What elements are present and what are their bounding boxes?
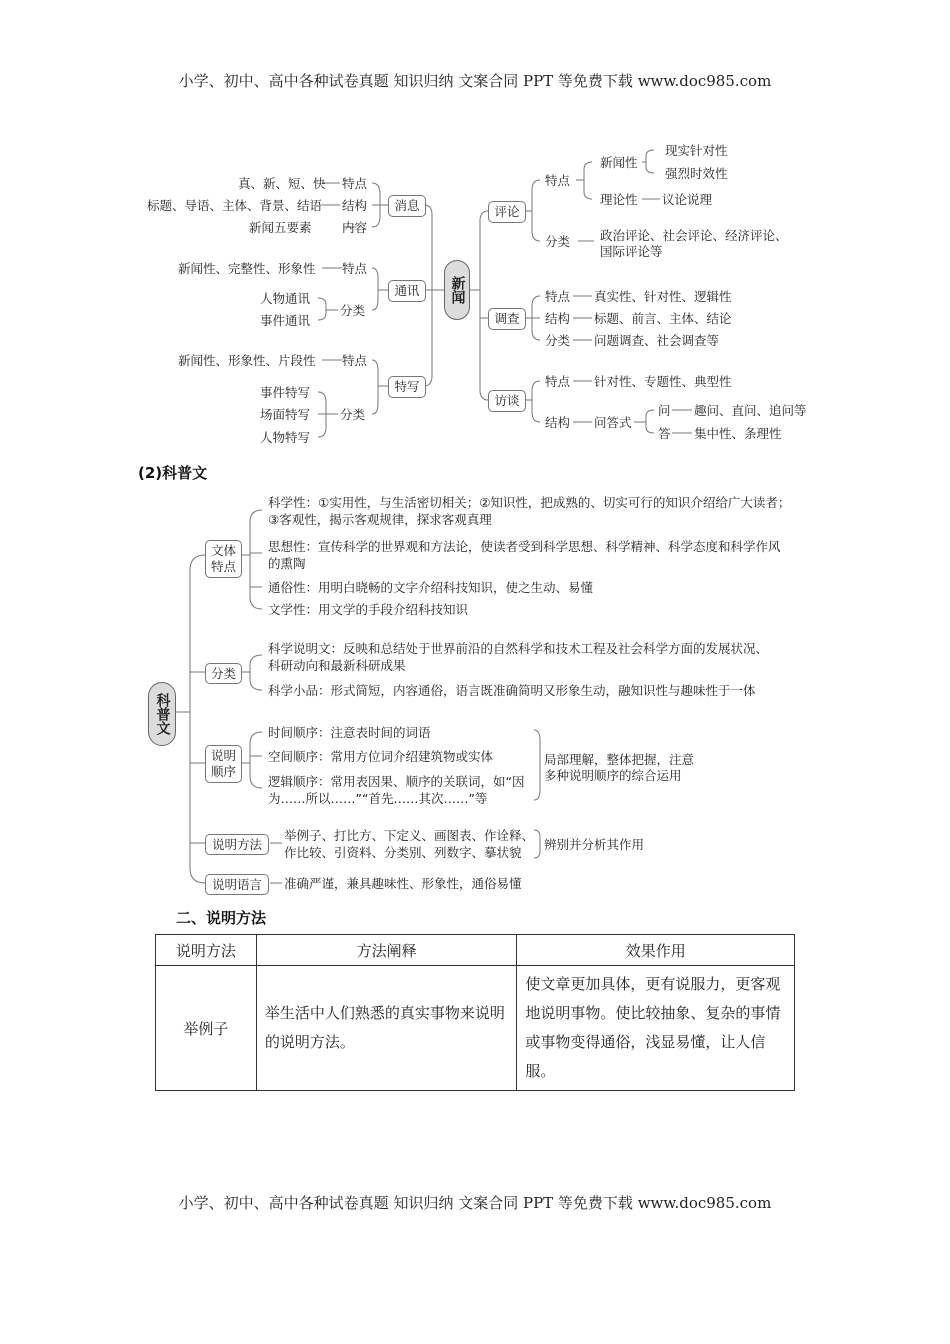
node-kepu-center: 科普文 [148, 682, 176, 746]
diaocha-r3-key: 分类 [545, 333, 571, 348]
pinglun-tedian: 特点 [545, 173, 571, 188]
diaocha-r3: 问题调查、社会调查等 [594, 333, 720, 348]
table-cell-explain: 举生活中人们熟悉的真实事物来说明的说明方法。 [256, 966, 517, 1091]
texie-key: 分类 [340, 407, 366, 422]
texie-c: 人物特写 [260, 430, 311, 445]
table-header: 效果作用 [517, 935, 795, 966]
xiaoxi-l1-key: 特点 [342, 176, 368, 191]
pinglun-fenlei-v2: 国际评论等 [600, 244, 663, 259]
fangtan-da: 答 [658, 426, 671, 441]
tongxun-key: 分类 [340, 303, 366, 318]
node-yuyan: 说明语言 [205, 874, 269, 895]
node-wenti: 文体特点 [205, 540, 242, 578]
yuyan-text: 准确严谨，兼具趣味性、形象性，通俗易懂 [284, 876, 522, 891]
wenti-sixiang-2: 的熏陶 [268, 556, 306, 571]
diaocha-r1: 真实性、针对性、逻辑性 [594, 289, 732, 304]
wenti-sixiang-1: 思想性：宣传科学的世界观和方法论，使读者受到科学思想、科学精神、科学态度和科学作风 [268, 539, 781, 554]
node-texie: 特写 [388, 376, 426, 398]
node-fangtan: 访谈 [488, 390, 526, 412]
shunxu-note-2: 多种说明顺序的综合运用 [544, 768, 682, 783]
shunxu-luoji-2: 为……所以……”“首先……其次……”等 [268, 791, 488, 806]
fangtan-wen-value: 趣问、直问、追问等 [694, 403, 807, 418]
wenti-wenxue: 文学性：用文学的手段介绍科技知识 [268, 602, 469, 617]
section2-heading: 二、说明方法 [176, 909, 267, 927]
texie-a: 事件特写 [260, 385, 311, 400]
kepu-heading: (2)科普文 [138, 464, 208, 482]
node-fangfa: 说明方法 [205, 834, 269, 855]
wenti-kexue-1: 科学性：①实用性，与生活密切相关；②知识性，把成熟的、切实可行的知识介绍给广大读者； [268, 495, 791, 510]
node-news-center: 新闻 [444, 260, 470, 320]
tongxun-l1: 新闻性、完整性、形象性 [178, 261, 316, 276]
xiaoxi-l1: 真、新、短、快 [238, 176, 326, 191]
tongxun-a: 人物通讯 [260, 291, 311, 306]
pinglun-x1: 现实针对性 [665, 143, 728, 158]
fangtan-da-value: 集中性、条理性 [694, 426, 782, 441]
pinglun-fenlei: 分类 [545, 234, 571, 249]
xiaoxi-l3-key: 内容 [342, 220, 368, 235]
node-kepu-fenlei: 分类 [205, 663, 242, 684]
node-pinglun: 评论 [488, 201, 526, 223]
table-header: 方法阐释 [256, 935, 517, 966]
methods-table [155, 934, 795, 1091]
diaocha-r2-key: 结构 [545, 311, 571, 326]
xiaoxi-l2-key: 结构 [342, 198, 368, 213]
texie-l1: 新闻性、形象性、片段性 [178, 353, 316, 368]
node-diaocha: 调查 [488, 308, 526, 330]
wenti-kexue-2: ③客观性，揭示客观规律，探求客观真理 [268, 512, 492, 527]
shunxu-luoji-1: 逻辑顺序：常用表因果、顺序的关联词，如“因 [268, 774, 525, 789]
fenlei-kexue-1: 科学说明文：反映和总结处于世界前沿的自然科学和技术工程及社会科学方面的发展状况、 [268, 641, 769, 656]
shunxu-shijian: 时间顺序：注意表时间的词语 [268, 725, 431, 740]
xiaoxi-l3: 新闻五要素 [249, 220, 312, 235]
pinglun-lilun: 理论性 [600, 192, 638, 207]
texie-l1-key: 特点 [342, 353, 368, 368]
wenti-tongsu: 通俗性：用明白晓畅的文字介绍科技知识，使之生动、易懂 [268, 580, 594, 595]
table-header-row [156, 935, 795, 966]
tongxun-b: 事件通讯 [260, 313, 311, 328]
fangtan-r2-key: 结构 [545, 415, 571, 430]
page-footer: 小学、初中、高中各种试卷真题 知识归纳 文案合同 PPT 等免费下载 www.doc985.com [178, 1194, 772, 1212]
pinglun-lilun-value: 议论说理 [662, 192, 713, 207]
diaocha-r2: 标题、前言、主体、结论 [594, 311, 732, 326]
pinglun-fenlei-v1: 政治评论、社会评论、经济评论、 [600, 228, 788, 243]
fangfa-l2: 作比较、引资料、分类别、列数字、摹状貌 [284, 845, 522, 860]
table-row [156, 966, 795, 1091]
fangtan-r2: 问答式 [594, 415, 632, 430]
node-shunxu: 说明顺序 [205, 745, 242, 783]
pinglun-x2: 强烈时效性 [665, 166, 728, 181]
texie-b: 场面特写 [260, 407, 311, 422]
fenlei-kexue-2: 科研动向和最新科研成果 [268, 658, 406, 673]
node-xiaoxi: 消息 [388, 195, 426, 217]
shunxu-note-1: 局部理解，整体把握，注意 [544, 752, 695, 767]
table-header: 说明方法 [156, 935, 257, 966]
pinglun-xinwenxing: 新闻性 [600, 155, 638, 170]
fangfa-l1: 举例子、打比方、下定义、画图表、作诠释、 [284, 828, 535, 843]
fenlei-xiaopin: 科学小品：形式简短，内容通俗，语言既准确简明又形象生动，融知识性与趣味性于一体 [268, 683, 756, 698]
diaocha-r1-key: 特点 [545, 289, 571, 304]
tongxun-l1-key: 特点 [342, 261, 368, 276]
fangtan-r1-key: 特点 [545, 374, 571, 389]
node-tongxun: 通讯 [388, 280, 426, 302]
page-header: 小学、初中、高中各种试卷真题 知识归纳 文案合同 PPT 等免费下载 www.doc985.com [178, 72, 772, 90]
shunxu-kongjian: 空间顺序：常用方位词介绍建筑物或实体 [268, 749, 494, 764]
xiaoxi-l2: 标题、导语、主体、背景、结语 [147, 198, 323, 213]
table-cell-method: 举例子 [156, 966, 257, 1091]
fangtan-wen: 问 [658, 403, 671, 418]
fangfa-note: 辨别并分析其作用 [544, 837, 645, 852]
table-cell-effect: 使文章更加具体，更有说服力，更客观地说明事物。使比较抽象、复杂的事情或事物变得通俗，浅显易懂，让人信服。 [517, 966, 795, 1091]
fangtan-r1: 针对性、专题性、典型性 [594, 374, 732, 389]
